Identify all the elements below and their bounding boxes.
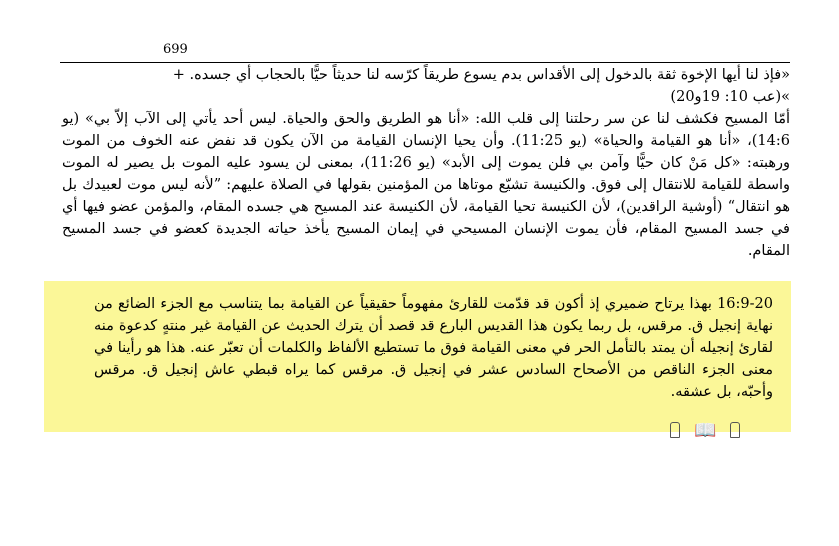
book-icon[interactable]: 📖 xyxy=(694,420,717,441)
page-number: 699 xyxy=(163,42,188,57)
plus-icon: + xyxy=(172,67,185,83)
quote-text: «فإذ لنا أيها الإخوة ثقة بالدخول إلى الأقداس بدم يسوع طريقاً كرّسه لنا حديثاً حيًّا بالحجاب أي جسده. xyxy=(189,67,790,83)
note-marker-icon[interactable] xyxy=(670,422,680,438)
quote-block xyxy=(62,64,790,86)
main-text xyxy=(62,64,790,262)
note-marker-icon[interactable] xyxy=(730,422,740,438)
note-icons xyxy=(670,420,740,441)
quote-reference: »(عب 10: 19و20) xyxy=(670,89,790,105)
commentary-paragraph: أمّا المسيح فكشف لنا عن سر رحلتنا إلى قلب الله: «أنا هو الطريق والحق والحياة. ليس أحد يأتي إلى الآب إلاّ بي» (يو 14:6)، «أنا هو القيامة والحياة» (يو 11:25). وأن يحيا الإنسان القيامة من الآن يكون قد نفض عنه الخوف من الموت ورهبته: «كل مَنْ كان حيًّا وآمن بي فلن يموت إلى الأبد» (يو 11:26)، بمعنى لن يسود عليه الموت بل يصير له الموت واسطة للقيامة للانتقال إلى فوق. والكنيسة تشيّع موتاها من المؤمنين بقولها في الصلاة عليهم: ”لأنه ليس موت لعبيدك بل هو انتقال“ (أوشية الراقدين)، لأن الكنيسة تحيا القيامة، لأن الكنيسة عند المسيح هي جسده المقام، والمؤمن عضو فيها أي في جسد المسيح المقام، فأن يموت الإنسان المسيحي في إيمان المسيح يأخذ حياته الجديدة كعضو في جسد المسيح المقام. xyxy=(62,111,790,259)
highlighted-note xyxy=(44,281,791,432)
note-text: 16:9-20 بهذا يرتاح ضميري إذ أكون قد قدّمت للقارئ مفهوماً حقيقياً عن القيامة بما يتناسب مع الجزء الضائع من نهاية إنجيل ق. مرقس، بل ربما يكون هذا القديس البارع قد قصد أن يترك الحديث عن القيامة غير منتهٍ كدعوة منه لقارئ إنجيله أن يمتد بالتأمل الحر في معنى القيامة فوق ما تستطيع الألفاظ والكلمات أن تعبّر عنه. هذا هو رأينا في معنى الجزء الناقص من الأصحاح السادس عشر في إنجيل ق. مرقس كما يراه قبطي عاش إنجيل ق. مرقس وأحبّه، بل عشقه. xyxy=(94,296,773,400)
header-rule xyxy=(60,62,790,63)
